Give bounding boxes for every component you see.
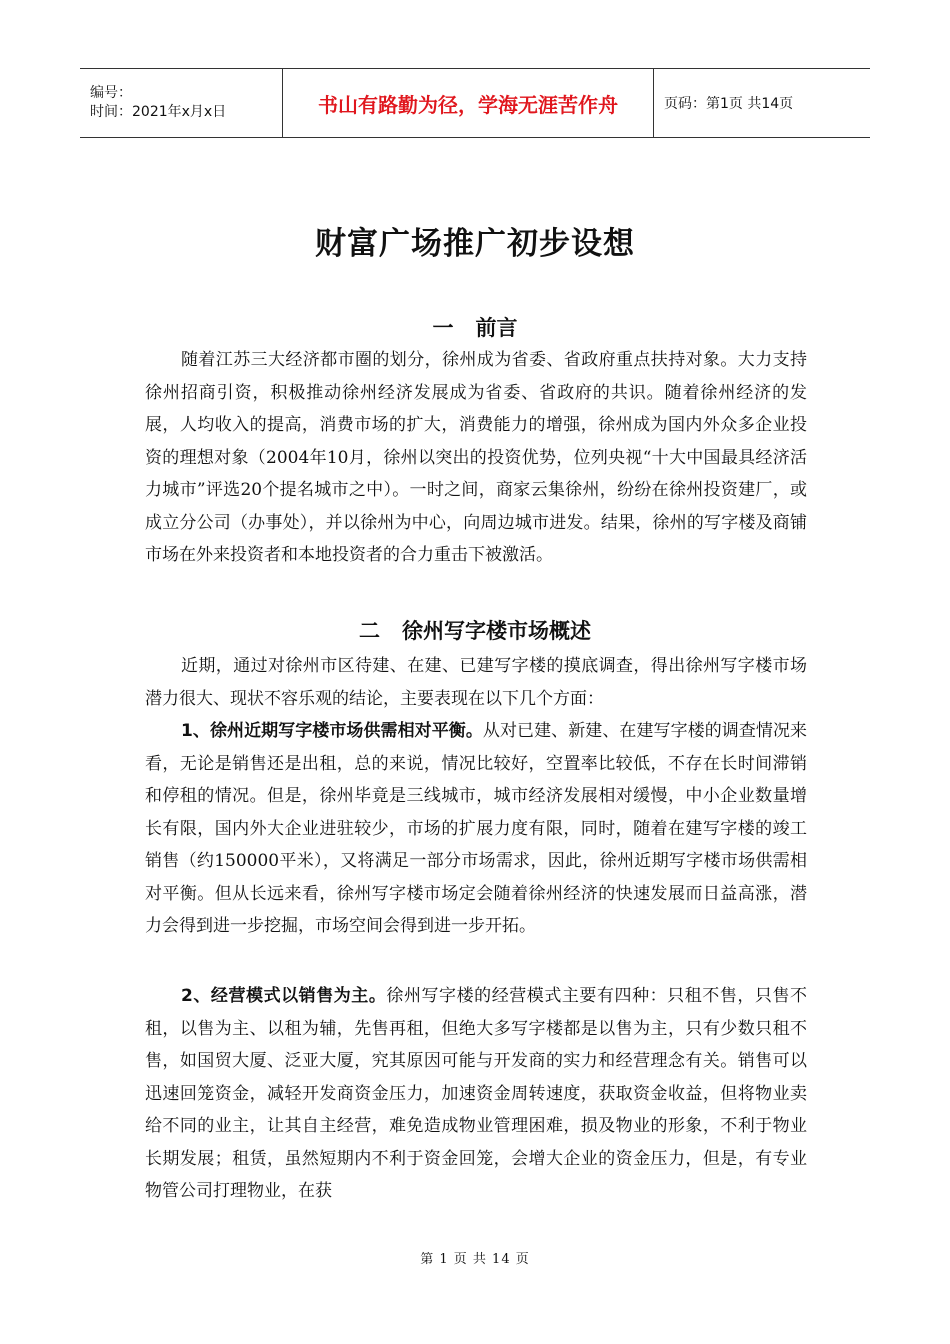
- section-title: 前言: [475, 316, 518, 340]
- point-1-heading: 1、徐州近期写字楼市场供需相对平衡。: [181, 721, 483, 741]
- section-number: 一: [432, 316, 454, 340]
- paragraph-overview: 近期，通过对徐州市区待建、在建、已建写字楼的摸底调查，得出徐州写字楼市场潜力很大、现状不容乐观的结论，主要表现在以下几个方面：: [145, 656, 807, 709]
- point-2-heading: 2、经营模式以销售为主。: [181, 986, 387, 1006]
- header-motto: 书山有路勤为径，学海无涯苦作舟: [282, 69, 654, 137]
- number-label: 编号：: [90, 85, 132, 101]
- paragraph-point-1: [145, 715, 807, 943]
- header-page-info: 页码：第1页 共14页: [664, 96, 794, 112]
- document-title: 财富广场推广初步设想: [315, 226, 635, 262]
- date-label: 时间：2021年x月x日: [90, 104, 227, 120]
- header-meta: [80, 69, 282, 137]
- paragraph-point-2: [145, 980, 807, 1208]
- section-heading-1: [0, 312, 950, 342]
- page-footer: 第 1 页 共 14 页: [420, 1252, 530, 1267]
- point-2-body: 徐州写字楼的经营模式主要有四种：只租不售，只售不租，以售为主、以租为辅，先售再租，但绝大多写字楼都是以售为主，只有少数只租不售，如国贸大厦、泛亚大厦，究其原因可能与开发商的实力和经营理念有关。销售可以迅速回笼资金，减轻开发商资金压力，加速资金周转速度，获取资金收益，但将物业卖给不同的业主，让其自主经营，难免造成物业管理困难，损及物业的形象，不利于物业长期发展；租赁，虽然短期内不利于资金回笼，会增大企业的资金压力，但是，有专业物管公司打理物业，在获: [145, 986, 808, 1201]
- section-heading-2: [0, 615, 950, 645]
- paragraph-intro: 随着江苏三大经济都市圈的划分，徐州成为省委、省政府重点扶持对象。大力支持徐州招商引资，积极推动徐州经济发展成为省委、省政府的共识。随着徐州经济的发展，人均收入的提高，消费市场的扩大，消费能力的增强，徐州成为国内外众多企业投资的理想对象（2004年10月，徐州以突出的投资优势，位列央视“十大中国最具经济活力城市”评选20个提名城市之中）。一时之间，商家云集徐州，纷纷在徐州投资建厂，或成立分公司（办事处），并以徐州为中心，向周边城市进发。结果，徐州的写字楼及商铺市场在外来投资者和本地投资者的合力重击下被激活。: [145, 350, 807, 565]
- section-number: 二: [359, 619, 380, 643]
- page-header: [80, 68, 870, 138]
- point-1-body: 从对已建、新建、在建写字楼的调查情况来看，无论是销售还是出租，总的来说，情况比较好，空置率比较低，不存在长时间滞销和停租的情况。但是，徐州毕竟是三线城市，城市经济发展相对缓慢，中小企业数量增长有限，国内外大企业进驻较少，市场的扩展力度有限，同时，随着在建写字楼的竣工销售（约150000平米），又将满足一部分市场需求，因此，徐州近期写字楼市场供需相对平衡。但从长远来看，徐州写字楼市场定会随着徐州经济的快速发展而日益高涨，潜力会得到进一步挖掘，市场空间会得到进一步开拓。: [145, 721, 808, 936]
- section-title: 徐州写字楼市场概述: [402, 619, 591, 643]
